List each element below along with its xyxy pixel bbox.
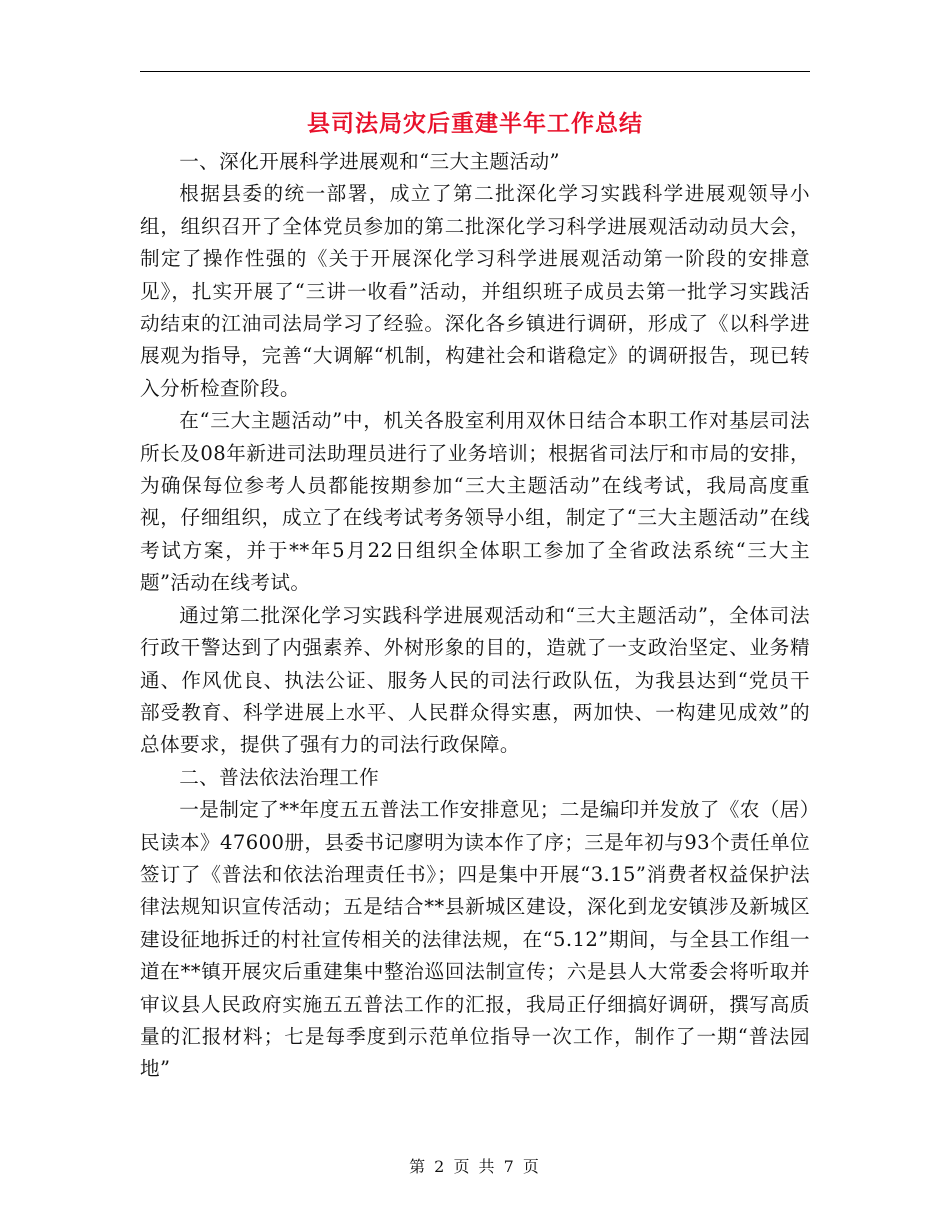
paragraph-three-themes: 在“三大主题活动”中，机关各股室利用双休日结合本职工作对基层司法所长及08年新进司法助理员进行了业务培训；根据省司法厅和市局的安排，为确保每位参考人员都能按期参加“三大主题活动”在线考试，我局高度重视，仔细组织，成立了在线考试考务领导小组，制定了“三大主题活动”在线考试方案，并于**年5月22日组织全体职工参加了全省政法系统“三大主题”活动在线考试。 [140, 409, 810, 595]
document-title: 县司法局灾后重建半年工作总结 [307, 110, 643, 137]
section-heading-1: 一、深化开展科学进展观和“三大主题活动” [179, 150, 560, 173]
header-rule [140, 71, 810, 72]
page-number: 第 2 页 共 7 页 [409, 1157, 541, 1176]
paragraph-legal-education: 一是制定了**年度五五普法工作安排意见；二是编印并发放了《农（居）民读本》47600册，县委书记廖明为读本作了序；三是年初与93个责任单位签订了《普法和依法治理责任书》；四是集中开展“3.15”消费者权益保护法律法规知识宣传活动；五是结合**县新城区建设，深化到龙安镇涉及新城区建设征地拆迁的村社宣传相关的法律法规，在“5.12”期间，与全县工作组一道在**镇开展灾后重建集中整治巡回法制宣传；六是县人大常委会将听取并审议县人民政府实施五五普法工作的汇报，我局正仔细搞好调研，撰写高质量的汇报材料；七是每季度到示范单位指导一次工作，制作了一期“普法园地” [140, 798, 810, 1081]
paragraph-outcomes: 通过第二批深化学习实践科学进展观活动和“三大主题活动”，全体司法行政干警达到了内强素养、外树形象的目的，造就了一支政治坚定、业务精通、作风优良、执法公证、服务人民的司法行政队伍，为我县达到“党员干部受教育、科学进展上水平、人民群众得实惠，两加快、一构建见成效”的总体要求，提供了强有力的司法行政保障。 [140, 603, 810, 757]
section-heading-2: 二、普法依法治理工作 [179, 765, 380, 789]
paragraph-study-campaign: 根据县委的统一部署，成立了第二批深化学习实践科学进展观领导小组，组织召开了全体党员参加的第二批深化学习科学进展观活动动员大会，制定了操作性强的《关于开展深化学习科学进展观活动第一阶段的安排意见》，扎实开展了“三讲一收看”活动，并组织班子成员去第一批学习实践活动结束的江油司法局学习了经验。深化各乡镇进行调研，形成了《以科学进展观为指导，完善“大调解“机制，构建社会和谐稳定》的调研报告，现已转入分析检查阶段。 [140, 182, 810, 400]
document-body [140, 104, 810, 1086]
